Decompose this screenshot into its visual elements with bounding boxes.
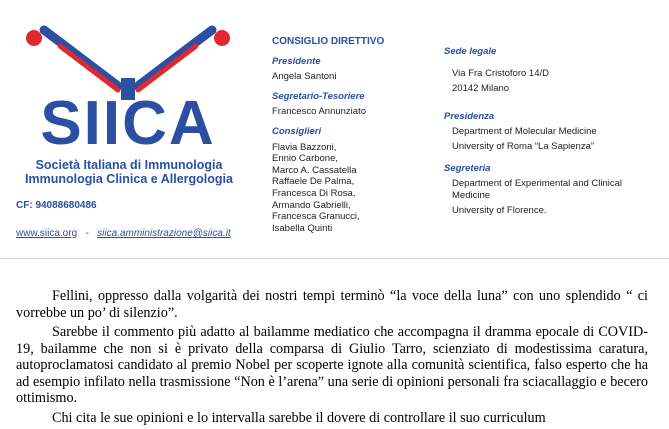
secretariat-line: Medicine [452, 189, 491, 201]
logo-arm-left-inner [60, 46, 118, 90]
advisor-name: Armando Gabrielli, [272, 199, 351, 211]
board-title: CONSIGLIO DIRETTIVO [272, 36, 385, 47]
presidency-line: Department of Molecular Medicine [452, 126, 597, 138]
logo-arm-right-outer [138, 30, 212, 86]
presidency-label: Presidenza [444, 110, 495, 122]
legal-address-line: Via Fra Cristoforo 14/D [452, 67, 549, 79]
contact-links [16, 228, 231, 239]
siica-logo [8, 16, 248, 152]
logo-dot-right [214, 30, 230, 46]
body-paragraph: Fellini, oppresso dalla volgarità dei nostri tempi terminò “la voce della luna” con uno splendido “ ci vorrebbe un po’ di silenzio”. [16, 288, 648, 321]
society-name-line1: Società Italiana di Immunologia [35, 158, 223, 172]
presidency-line: University of Roma “La Sapienza” [452, 140, 595, 152]
secretariat-label: Segreteria [444, 162, 491, 174]
legal-address-line: 20142 Milano [452, 83, 510, 95]
advisor-name: Marco A. Cassatella [272, 164, 357, 176]
offices-column [444, 46, 669, 217]
advisor-name: Raffaele De Palma, [272, 176, 355, 188]
advisor-name: Isabella Quinti [272, 222, 333, 234]
link-separator: - [85, 228, 89, 239]
advisor-name: Francesca Granucci, [272, 211, 360, 223]
logo-arm-right-inner [138, 46, 196, 90]
secretary-name: Francesco Annunziato [272, 106, 367, 118]
advisor-name: Francesca Di Rosa, [272, 187, 356, 199]
board-column [272, 36, 442, 234]
logo-dot-left [26, 30, 42, 46]
president-name: Angela Santoni [272, 71, 337, 83]
letter-body [16, 288, 648, 429]
advisors-label: Consiglieri [272, 125, 322, 137]
email-link[interactable]: siica.amministrazione@siica.it [97, 228, 231, 239]
secretary-label: Segretario-Tesoriere [272, 90, 365, 102]
secretariat-line: Department of Experimental and Clinical [452, 178, 623, 190]
logo-arm-left-outer [44, 30, 118, 86]
tax-code: CF: 94088680486 [16, 200, 97, 211]
society-name-line2: Immunologia Clinica e Allergologia [25, 172, 233, 186]
header-divider [0, 258, 669, 259]
website-link[interactable]: www.siica.org [16, 228, 78, 239]
logo-wordmark: SIICA [40, 89, 216, 152]
president-label: Presidente [272, 55, 321, 67]
body-paragraph: Sarebbe il commento più adatto al bailamme mediatico che accompagna il dramma epocale di COVID-19, bailamme che non si è privato della comparsa di Giulio Tarro, scienziato di modestissima caratura, autoproclamatosi candidato al premio Nobel per scoperte ignote alla comunità scientifica, falso esperto che ha ad esempio infilato nella trasmissione “Non è l’arena” una serie di opinioni personali fra sciacallaggio e becero ottimismo. [16, 324, 648, 406]
secretariat-line: University of Florence. [452, 205, 547, 217]
body-paragraph: Chi cita le sue opinioni e lo intervalla sarebbe il dovere di controllare il suo curriculum [52, 409, 546, 426]
advisor-name: Ennio Carbone, [272, 153, 339, 165]
legal-office-label: Sede legale [444, 46, 497, 57]
advisor-name: Flavia Bazzoni, [272, 141, 337, 153]
